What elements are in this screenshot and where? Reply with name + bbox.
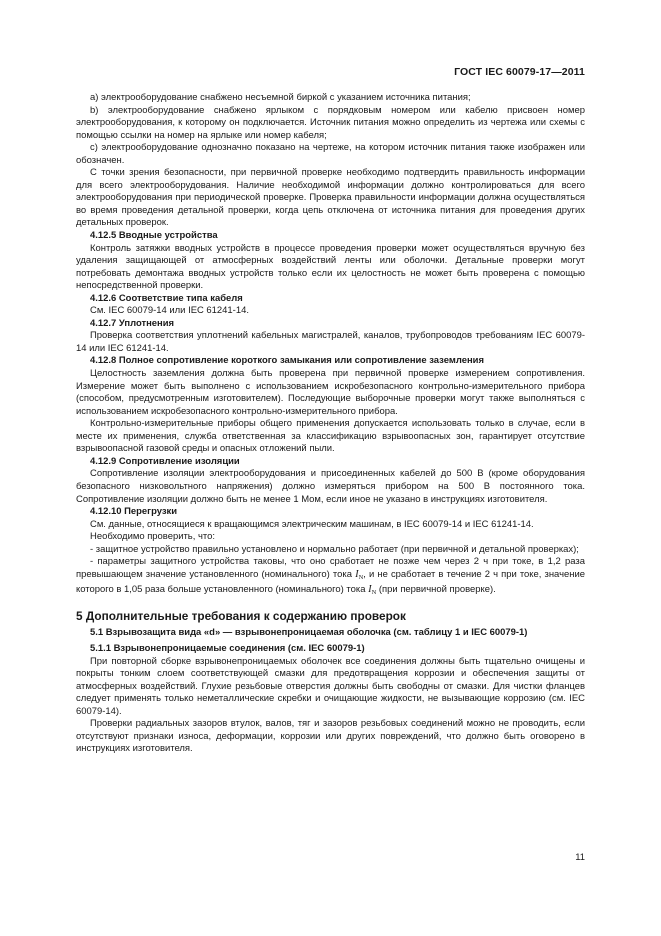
paragraph: Контроль затяжки вводных устройств в процессе проведения проверки может осуществляться вручную без удаления защищающей от атмосферных воздействий ленты или оболочки. Детальные проверки могут потребовать демонтажа вводных устройств только если их целостность не может быть проверена с помощью непосредственной проверки. [76,242,585,292]
document-header: ГОСТ IEC 60079-17—2011 [454,66,585,78]
symbol-subscript: N [358,573,364,581]
paragraph: С точки зрения безопасности, при первичной проверке необходимо подтвердить правильность информации для всего электрооборудования. Наличие необходимой информации должно контролироваться для всего электрооборудования при периодической проверке. Проверка правильности информации должна осуществляться во время проведения детальной проверки, когда цепь отключена от источника питания для проведения других детальных проверок. [76,167,585,229]
paragraph-with-formula [76,556,585,600]
paragraph: b) электрооборудование снабжено ярлыком с порядковым номером или кабелю присвоен номер электрооборудования, к которому он подключается. Источник питания можно определить из чертежа или схемы с помощью ссылки на номер на ярлыке или номер кабеля; [76,104,585,141]
text-run: - параметры защитного устройства таковы, что оно сработает не позже чем через 2 ч при токе, в 1,2 раза превышающем значение установленного (номинального) тока [76,556,585,580]
section-heading-4-12-6: 4.12.6 Соответствие типа кабеля [90,292,243,304]
section-heading-4-12-5: 4.12.5 Вводные устройства [90,230,218,242]
page-number: 11 [575,852,585,863]
symbol-letter: I [355,568,359,580]
paragraph: Сопротивление изоляции электрооборудования и присоединенных кабелей до 500 В (кроме оборудования безопасного низковольтного напряжения) должно измеряться прибором на 500 В постоянного тока. Сопротивление изоляции должно быть не менее 1 Мом, если иное не указано в инструкциях изготовителя. [76,468,585,505]
section-heading-4-12-7: 4.12.7 Уплотнения [90,317,175,329]
document-body [76,92,585,756]
section-heading-4-12-9: 4.12.9 Сопротивление изоляции [90,455,240,467]
symbol-subscript: N [371,589,377,597]
paragraph: См. данные, относящиеся к вращающимся электрическим машинам, в IEC 60079-14 и IEC 61241-14. [90,518,534,530]
section-heading-5: 5 Дополнительные требования к содержанию проверок [76,608,406,623]
paragraph: с) электрооборудование однозначно показано на чертеже, на котором источник питания также изображен или обозначен. [76,142,585,166]
section-heading-5-1-1: 5.1.1 Взрывонепроницаемые соединения (см. IEC 60079-1) [90,642,365,654]
paragraph: Целостность заземления должна быть проверена при первичной проверке измерением сопротивления. Измерение может быть выполнено с использованием искробезопасного контрольно-измерительного прибора (способом, предусмотренным изготовителем). Последующие выборочные проверки могут также выполняться с использованием искробезопасного контрольно-измерительного прибора. [76,368,585,417]
paragraph: См. IEC 60079-14 или IEC 61241-14. [90,305,249,317]
paragraph: Проверка соответствия уплотнений кабельных магистралей, каналов, трубопроводов требованиям IEC 60079-14 или IEC 61241-14. [76,330,585,354]
paragraph: При повторной сборке взрывонепроницаемых оболочек все соединения должны быть тщательно очищены и покрыты тонким слоем соответствующей смазки для предотвращения коррозии и обеспечения защиты от атмосферных воздействий. Глухие резьбовые отверстия должны быть свободны от смазки. Для чистки фланцев следует применять только неметаллические скребки и очищающие жидкости, не вызывающие коррозию (см. IEC 60079-14). [76,655,585,717]
section-heading-4-12-10: 4.12.10 Перегрузки [90,506,178,518]
section-heading-5-1: 5.1 Взрывозащита вида «d» — взрывонепроницаемая оболочка (см. таблицу 1 и IEC 60079-1) [90,627,528,639]
section-heading-4-12-8: 4.12.8 Полное сопротивление короткого замыкания или сопротивление заземления [90,355,484,367]
symbol-letter: I [368,584,372,596]
text-run: (при первичной проверке). [376,584,496,596]
paragraph: а) электрооборудование снабжено несъемной биркой с указанием источника питания; [90,92,471,103]
text-run: , и не сработает в течение 2 ч при токе, значение которого в 1,05 раза больше установленного (номинального) тока [76,568,585,596]
paragraph: Необходимо проверить, что: [90,531,215,543]
paragraph: - защитное устройство правильно установлено и нормально работает (при первичной и детальной проверках); [90,543,579,555]
paragraph: Проверки радиальных зазоров втулок, валов, тяг и зазоров резьбовых соединений можно не проводить, если отсутствуют признаки износа, деформации, коррозии или других повреждений, что должно быть оговорено в инструкциях изготовителя. [76,718,585,755]
paragraph: Контрольно-измерительные приборы общего применения допускается использовать только в случае, если в месте их применения, служба ответственная за классификацию взрывоопасных зон, гарантирует отсутствие взрывоопасной газовой среды и опасных отложений пыли. [76,418,585,455]
